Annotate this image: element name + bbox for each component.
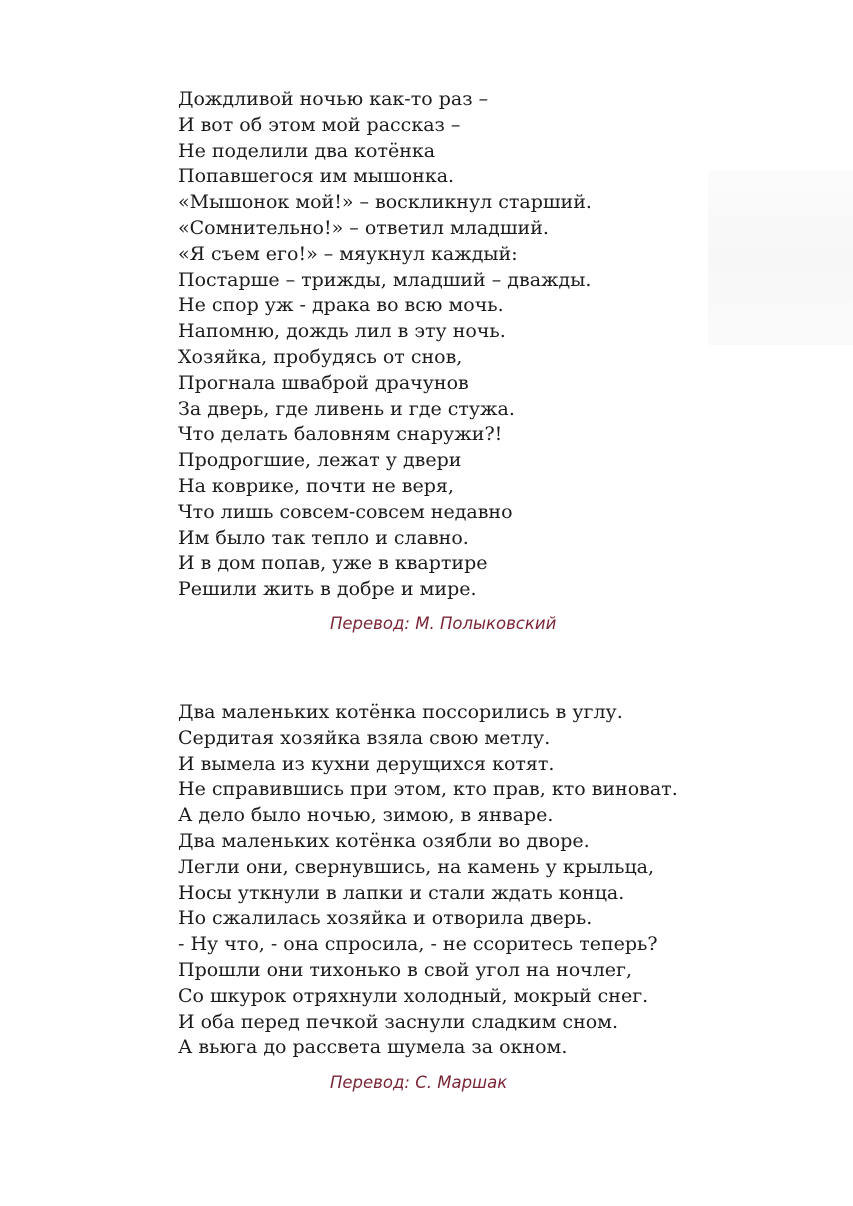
translator-credit-1: Перевод: М. Полыковский — [330, 614, 557, 633]
poem-1-line: Что лишь совсем-совсем недавно — [178, 500, 513, 523]
poem-2-line: Носы уткнули в лапки и стали ждать конца. — [178, 881, 625, 904]
poem-2-line: Прошли они тихонько в свой угол на ночлег, — [178, 958, 633, 981]
poem-2-line: И вымела из кухни дерущихся котят. — [178, 752, 555, 775]
translator-credit-2: Перевод: С. Маршак — [330, 1073, 508, 1092]
poem-1-line: И вот об этом мой рассказ – — [178, 113, 461, 136]
poem-1-line: Постарше – трижды, младший – дважды. — [178, 268, 592, 291]
poem-2-line: Легли они, свернувшись, на камень у крыльца, — [178, 855, 655, 878]
poem-2-line: - Ну что, - она спросила, - не ссоритесь теперь? — [178, 933, 658, 956]
poem-2-line: Два маленьких котёнка поссорились в углу. — [178, 701, 623, 723]
poem-1-line: Им было так тепло и славно. — [178, 526, 469, 549]
poem-1-line: Напомню, дождь лил в эту ночь. — [178, 320, 506, 343]
poem-1-line: Дождливой ночью как-то раз – — [178, 88, 489, 110]
faint-background-mark — [708, 170, 853, 345]
poem-1-line: Хозяйка, пробудясь от снов, — [178, 345, 463, 368]
poem-2 — [178, 700, 678, 1061]
poem-1-line: За дверь, где ливень и где стужа. — [178, 397, 515, 420]
poem-2-line: А вьюга до рассвета шумела за окном. — [178, 1036, 568, 1059]
poem-2-line: Но сжалилась хозяйка и отворила дверь. — [178, 907, 593, 930]
poem-1-line: На коврике, почти не веря, — [178, 474, 454, 497]
poem-1-line: Прогнала шваброй драчунов — [178, 371, 469, 394]
poem-2-line: И оба перед печкой заснули сладким сном. — [178, 1010, 618, 1033]
poem-2-line: Не справившись при этом, кто прав, кто виноват. — [178, 778, 678, 801]
poem-2-line: Два маленьких котёнка озябли во дворе. — [178, 829, 590, 852]
poem-1-line: И в дом попав, уже в квартире — [178, 552, 488, 575]
poem-1-line: Продрогшие, лежат у двери — [178, 449, 462, 472]
poem-1-line: «Мышонок мой!» – воскликнул старший. — [178, 191, 592, 214]
poem-1-line: Что делать баловням снаружи?! — [178, 423, 503, 446]
poem-1 — [178, 87, 592, 603]
poem-2-line: Сердитая хозяйка взяла свою метлу. — [178, 726, 551, 749]
poem-1-line: Попавшегося им мышонка. — [178, 165, 455, 188]
poem-1-line: «Сомнительно!» – ответил младший. — [178, 216, 549, 239]
poem-1-line: Решили жить в добре и мире. — [178, 578, 477, 601]
poem-1-line: Не спор уж - драка во всю мочь. — [178, 294, 504, 317]
poem-2-line: А дело было ночью, зимою, в январе. — [178, 804, 554, 827]
poem-1-line: Не поделили два котёнка — [178, 139, 436, 162]
poem-2-line: Со шкурок отряхнули холодный, мокрый снег. — [178, 984, 649, 1007]
poem-1-line: «Я съем его!» – мяукнул каждый: — [178, 242, 518, 265]
